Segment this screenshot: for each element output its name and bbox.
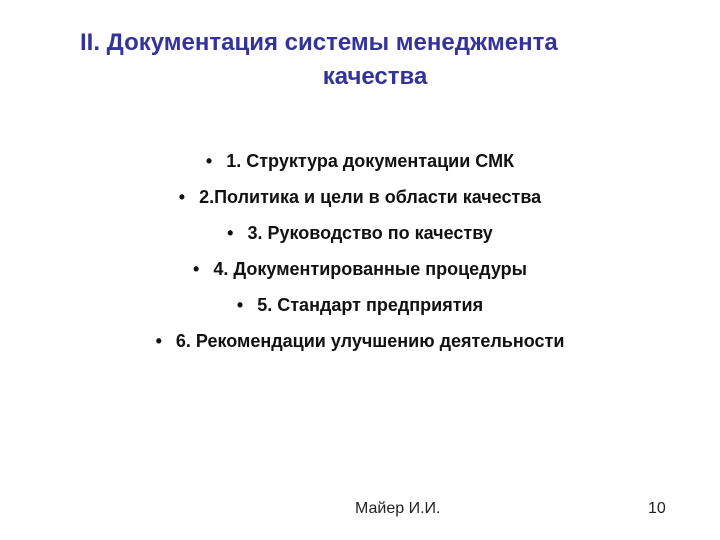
bullet-text: 3. Руководство по качеству: [247, 223, 493, 243]
bullet-icon: •: [178, 187, 186, 207]
bullet-text: 1. Структура документации СМК: [226, 151, 515, 171]
footer-author: Майер И.И.: [355, 500, 441, 517]
bullet-text: 6. Рекомендации улучшению деятельности: [175, 331, 565, 351]
bullet-item-3: [0, 215, 720, 251]
slide-title-line-2: качества: [322, 63, 428, 90]
bullet-text: 2.Политика и цели в области качества: [199, 187, 542, 207]
bullet-item-4: [0, 251, 720, 287]
bullet-icon: •: [155, 331, 162, 351]
slide-title: [80, 26, 660, 94]
bullet-item-6: [0, 323, 720, 359]
bullet-item-1: [0, 143, 720, 179]
bullet-text: 5. Стандарт предприятия: [257, 295, 484, 315]
bullet-text: 4. Документированные процедуры: [213, 259, 527, 279]
bullet-icon: •: [236, 295, 244, 315]
bullet-item-5: [0, 287, 720, 323]
page-number: 10: [648, 500, 666, 517]
bullet-icon: •: [205, 151, 213, 171]
bullet-icon: •: [227, 223, 234, 243]
bullet-list: [0, 143, 720, 359]
bullet-icon: •: [193, 259, 200, 279]
bullet-item-2: [0, 179, 720, 215]
slide-title-line-1: II. Документация системы менеджмента: [80, 29, 558, 56]
